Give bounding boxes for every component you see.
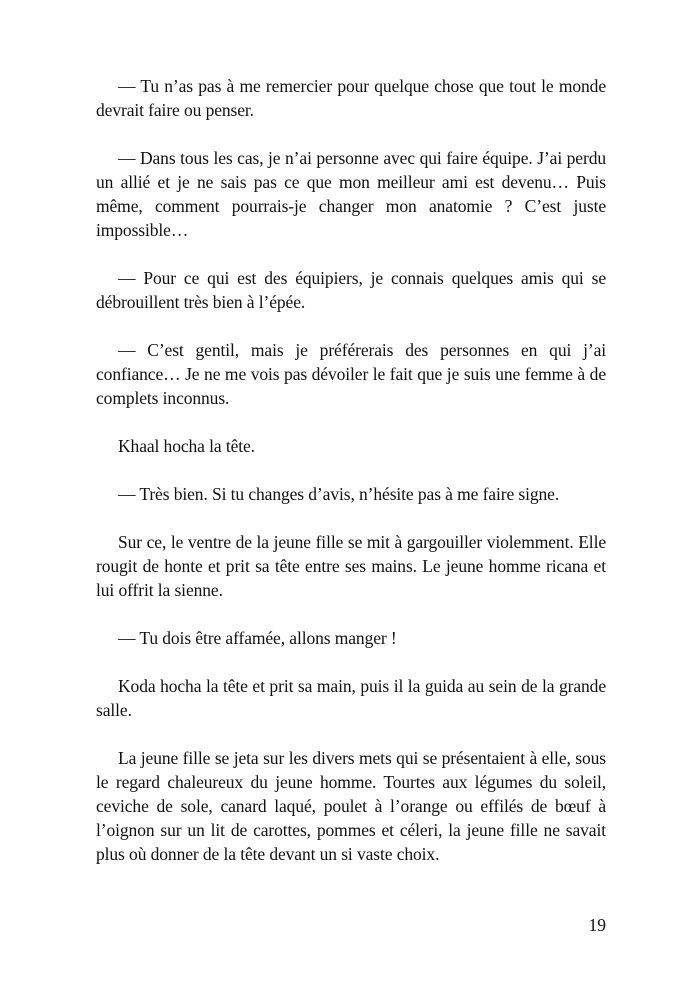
paragraph-3: — Pour ce qui est des équipiers, je connais quelques amis qui se débrouillent très bien à l’épée. — [96, 268, 606, 312]
paragraph-6: — Très bien. Si tu changes d’avis, n’hésite pas à me faire signe. — [118, 484, 560, 504]
paragraph-10: La jeune fille se jeta sur les divers mets qui se présentaient à elle, sous le regard chaleureux du jeune homme. Tourtes aux légumes du soleil, ceviche de sole, canard laqué, poulet à l’orange ou effilés de bœuf à l’oignon sur un lit de carottes, pommes et céleri, la jeune fille ne savait plus où donner de la tête devant un si vaste choix. — [96, 748, 606, 864]
paragraph-4: — C’est gentil, mais je préférerais des personnes en qui j’ai confiance… Je ne me vois pas dévoiler le fait que je suis une femme à de complets inconnus. — [96, 340, 606, 408]
paragraph-8: — Tu dois être affamée, allons manger ! — [118, 628, 397, 648]
body-text — [96, 74, 606, 890]
page-number: 19 — [588, 915, 606, 935]
paragraph-1: — Tu n’as pas à me remercier pour quelque chose que tout le monde devrait faire ou penser. — [96, 76, 606, 120]
paragraph-9: Koda hocha la tête et prit sa main, puis il la guida au sein de la grande salle. — [96, 676, 606, 720]
paragraph-2: — Dans tous les cas, je n’ai personne avec qui faire équipe. J’ai perdu un allié et je ne sais pas ce que mon meilleur ami est devenu… Puis même, comment pourrais-je changer mon anatomie ? C’est juste impossible… — [96, 148, 606, 240]
paragraph-7: Sur ce, le ventre de la jeune fille se mit à gargouiller violemment. Elle rougit de honte et prit sa tête entre ses mains. Le jeune homme ricana et lui offrit la sienne. — [96, 532, 606, 600]
paragraph-5: Khaal hocha la tête. — [118, 436, 255, 456]
